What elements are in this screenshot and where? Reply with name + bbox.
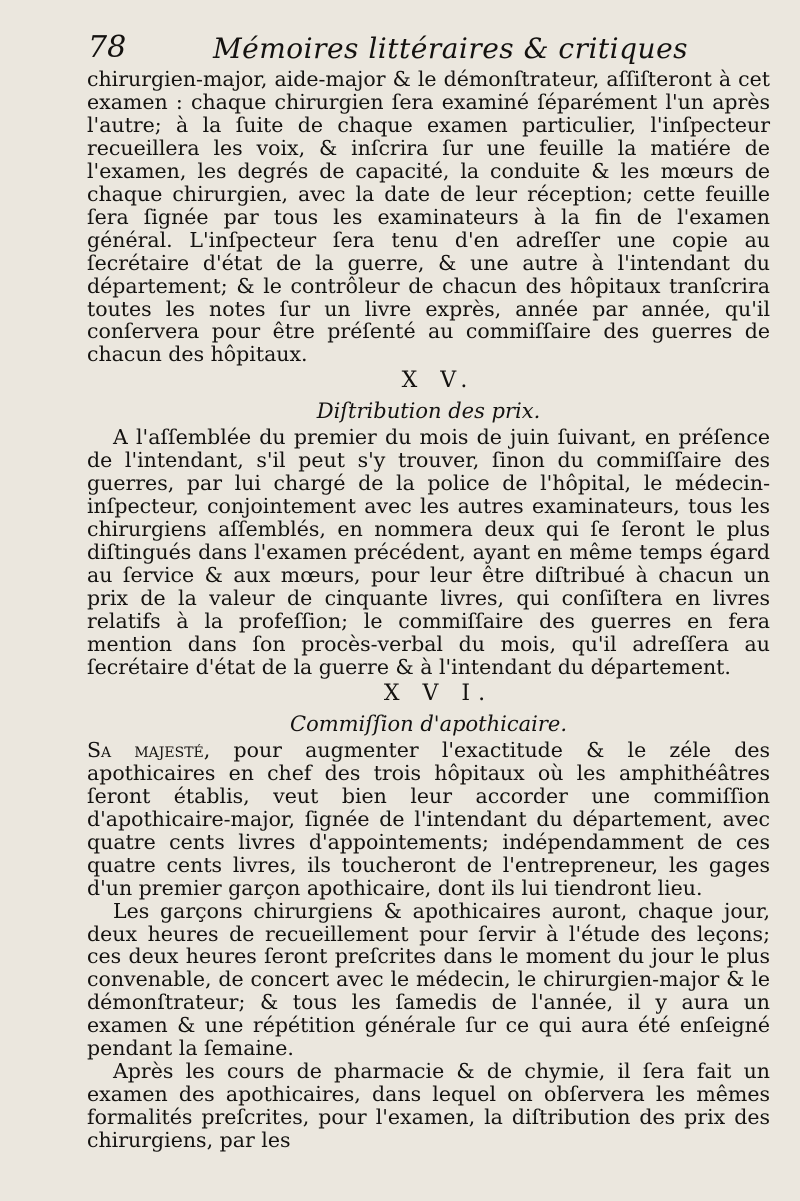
section-xvi-number: X V I.	[383, 680, 494, 706]
section-xv-number: X V.	[401, 368, 476, 394]
paragraph-garcons: Les garçons chirurgiens & apothicaires auront, chaque jour, deux heures de recueillement pour ſervir à l'étude des leçons; ces deux heures ſeront preſcrites dans le moment du jour le plus convenable, de concert avec le médecin, le chirurgien-major & le démonſtrateur; & tous les ſamedis de l'année, il y aura un examen & une répétition générale ſur ce qui aura été enſeigné pendant la ſemaine.	[87, 898, 770, 1061]
paragraph-apothicaires: Après les cours de pharmacie & de chymie, il ſera fait un examen des apothicaires, dans lequel on obſervera les mêmes formalités preſcrites, pour l'examen, la diſtribution des prix des chirurgiens, par les	[87, 1059, 770, 1153]
page-body	[87, 68, 770, 1152]
paragraph-distribution-prix: A l'aſſemblée du premier du mois de juin ſuivant, en préſence de l'intendant, s'il peut s'y trouver, ſinon du commiſſaire des guerres, par lui chargé de la police de l'hôpital, le médecin-inſpecteur, conjointement avec les autres examinateurs, tous les chirurgiens aſſemblés, en nommera deux qui ſe ſeront le plus diſtingués dans l'examen précédent, ayant en même temps égard au ſervice & aux mœurs, pour leur être diſtribué à chacun un prix de la valeur de cinquante livres, qui conſiſtera en livres relatifs à la profeſſion; le commiſſaire des guerres en fera mention dans ſon procès-verbal du mois, qu'il adreſſera au ſecrétaire d'état de la guerre & à l'intendant du département.	[87, 425, 770, 679]
paragraph-commission-text: , pour augmenter l'exactitude & le zéle des apothicaires en chef des trois hôpitaux où les amphithéâtres ſeront établis, veut bien leur accorder une commiſſion d'apothicaire-major, ſignée de l'intendant du département, avec quatre cents livres d'appointements; indépendamment de ces quatre cents livres, ils toucheront de l'entrepreneur, les gages d'un premier garçon apothicaire, dont ils lui tiendront lieu.	[87, 737, 770, 900]
page-header	[88, 30, 788, 70]
paragraph-commission	[87, 739, 770, 900]
section-xvi-title: Commiſſion d'apothicaire.	[290, 711, 567, 736]
page-number: 78	[88, 30, 127, 65]
paragraph-examen: chirurgien-major, aide-major & le démonſtrateur, aſſiſteront à cet examen : chaque chirurgien ſera examiné ſéparément l'un après l'autre; à la ſuite de chaque examen particulier, l'inſpecteur recueillera les voix, & inſcrira ſur une feuille la matiére de l'examen, les degrés de capacité, la conduite & les mœurs de chaque chirurgien, avec la date de leur réception; cette feuille ſera ſignée par tous les examinateurs à la fin de l'examen général. L'inſpecteur ſera tenu d'en adreſſer une copie au ſecrétaire d'état de la guerre, & une autre à l'intendant du département; & le contrôleur de chacun des hôpitaux tranſcrira toutes les notes ſur un livre exprès, année par année, qu'il conſervera pour être préſenté au commiſſaire des guerres de chacun des hôpitaux.	[87, 67, 770, 367]
running-head: Mémoires littéraires & critiques	[213, 32, 689, 65]
majeste-smallcaps: Sa majesté	[87, 737, 204, 762]
section-xv-title: Diſtribution des prix.	[316, 399, 541, 424]
